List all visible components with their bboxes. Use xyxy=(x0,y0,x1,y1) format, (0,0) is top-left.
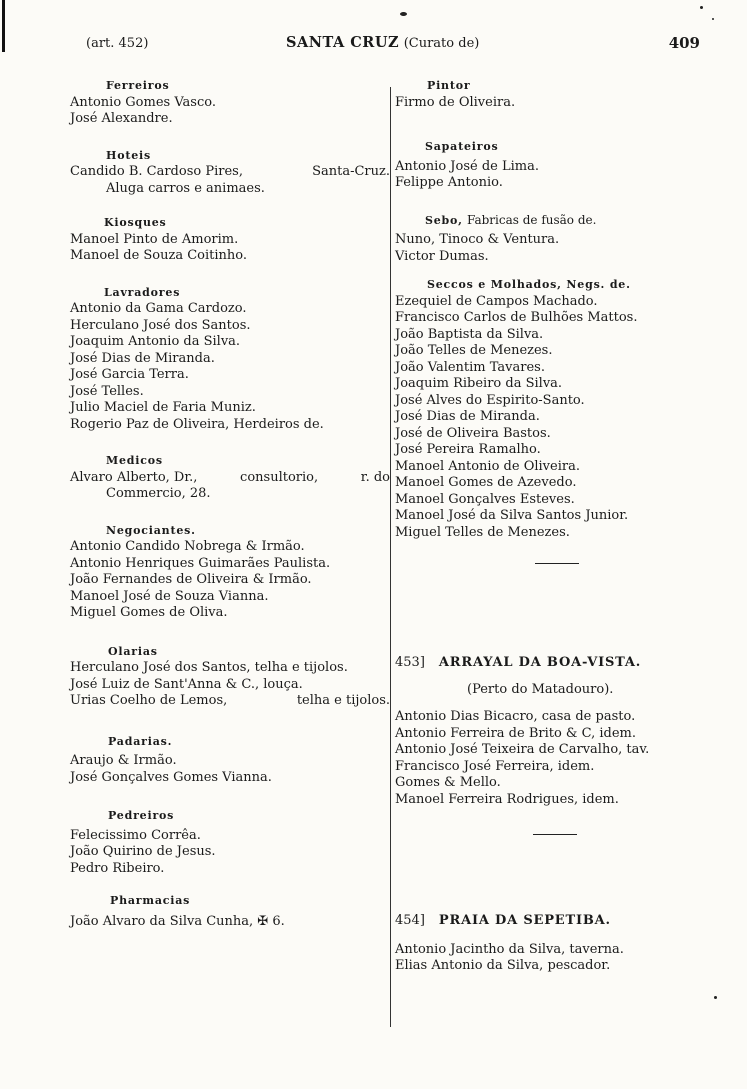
ink-speck xyxy=(714,996,717,999)
list-item: Manoel de Souza Coitinho. xyxy=(70,248,248,263)
list-item: José Pereira Ramalho. xyxy=(395,442,541,457)
section-453-title xyxy=(395,655,715,672)
section-name: ARRAYAL DA BOA-VISTA. xyxy=(438,655,642,670)
section-divider xyxy=(533,834,577,835)
entry-text: Santa-Cruz. xyxy=(312,164,390,179)
list-item: Francisco José Ferreira, idem. xyxy=(395,758,595,774)
list-item: João Telles de Menezes. xyxy=(395,343,553,358)
page-header xyxy=(86,34,700,56)
entry-text: telha e tijolos. xyxy=(296,693,390,708)
list-item: Antonio José Teixeira de Carvalho, tav. xyxy=(395,742,650,757)
column-divider xyxy=(390,87,391,1027)
page-title xyxy=(286,34,479,51)
list-item: José Telles. xyxy=(70,383,144,399)
list-item: Antonio José de Lima. xyxy=(395,158,539,174)
entry-text: r. do xyxy=(360,469,390,485)
list-item-continuation: Commercio, 28. xyxy=(106,486,211,501)
heading-medicos: Medicos xyxy=(106,454,163,467)
heading-sapateiros: Sapateiros xyxy=(425,140,499,153)
title-place: SANTA CRUZ xyxy=(286,34,400,51)
list-item: Felippe Antonio. xyxy=(395,175,503,190)
list-item: José Dias de Miranda. xyxy=(395,409,540,424)
ink-speck xyxy=(400,12,407,16)
heading-ferreiros: Ferreiros xyxy=(106,79,170,92)
heading-sebo-rest: Fabricas de fusão de. xyxy=(466,212,597,227)
heading-sebo-main: Sebo, xyxy=(425,213,463,227)
list-item: Manoel Gonçalves Esteves. xyxy=(395,491,575,507)
list-item: Manoel Pinto de Amorim. xyxy=(70,231,239,247)
heading-padarias: Padarias. xyxy=(108,734,173,748)
heading-seccos: Seccos e Molhados, Negs. de. xyxy=(427,278,631,291)
section-divider xyxy=(535,563,579,564)
entry-text: Alvaro Alberto, Dr., xyxy=(70,469,198,485)
list-item: Pedro Ribeiro. xyxy=(70,860,165,876)
list-item: Antonio Dias Bicacro, casa de pasto. xyxy=(395,709,636,724)
list-item: José Dias de Miranda. xyxy=(70,350,215,366)
list-item: Felecissimo Corrêa. xyxy=(70,827,201,843)
list-item xyxy=(70,693,390,710)
article-ref: (art. 452) xyxy=(86,36,149,51)
list-item: Elias Antonio da Silva, pescador. xyxy=(395,958,611,973)
list-item: Manoel Ferreira Rodrigues, idem. xyxy=(395,791,619,807)
list-item: José de Oliveira Bastos. xyxy=(395,425,551,441)
list-item: Manoel José de Souza Vianna. xyxy=(70,588,269,604)
list-item: Victor Dumas. xyxy=(395,248,489,264)
heading-hoteis: Hoteis xyxy=(106,148,151,162)
heading-pintor: Pintor xyxy=(427,79,471,92)
list-item: Antonio Henriques Guimarães Paulista. xyxy=(70,555,331,571)
entry-text: Candido B. Cardoso Pires, xyxy=(70,164,243,179)
list-item: Antonio Gomes Vasco. xyxy=(70,94,216,110)
list-item: João Baptista da Silva. xyxy=(395,326,544,342)
heading-pharmacias: Pharmacias xyxy=(110,894,191,907)
list-item: João Alvaro da Silva Cunha, ✠ 6. xyxy=(70,913,285,929)
list-item: Francisco Carlos de Bulhões Mattos. xyxy=(395,310,638,325)
list-item: José Luiz de Sant'Anna & C., louça. xyxy=(70,676,303,692)
heading-lavradores: Lavradores xyxy=(104,285,181,299)
list-item: José Alexandre. xyxy=(70,111,173,126)
list-item-continuation: Aluga carros e animaes. xyxy=(106,180,265,196)
list-item: Manoel Antonio de Oliveira. xyxy=(395,458,580,474)
list-item: Manoel Gomes de Azevedo. xyxy=(395,475,577,490)
list-item: Miguel Telles de Menezes. xyxy=(395,524,570,540)
list-item xyxy=(70,470,390,487)
heading-negociantes: Negociantes. xyxy=(106,523,196,537)
list-item: Antonio da Gama Cardozo. xyxy=(70,301,247,316)
list-item: Antonio Jacintho da Silva, taverna. xyxy=(395,941,624,957)
list-item: Manoel José da Silva Santos Junior. xyxy=(395,508,629,523)
list-item: Ezequiel de Campos Machado. xyxy=(395,293,598,309)
list-item: José Garcia Terra. xyxy=(70,367,189,382)
right-column xyxy=(395,78,715,975)
list-item: Herculano José dos Santos. xyxy=(70,317,251,333)
list-item: Joaquim Antonio da Silva. xyxy=(70,334,241,349)
heading-olarias: Olarias xyxy=(108,644,158,658)
list-item: Firmo de Oliveira. xyxy=(395,94,516,110)
entry-text: Urias Coelho de Lemos, xyxy=(70,693,228,708)
list-item: João Valentim Tavares. xyxy=(395,359,545,375)
list-item: João Quirino de Jesus. xyxy=(70,844,216,859)
heading-pedreiros: Pedreiros xyxy=(108,809,175,822)
list-item: Herculano José dos Santos, telha e tijolos. xyxy=(70,660,348,675)
list-item: José Alves do Espirito-Santo. xyxy=(395,392,585,408)
section-number: 453] xyxy=(395,655,425,670)
entry-text: consultorio, xyxy=(240,469,319,485)
list-item: Julio Maciel de Faria Muniz. xyxy=(70,400,256,415)
section-note: (Perto do Matadouro). xyxy=(467,681,614,697)
list-item: Rogerio Paz de Oliveira, Herdeiros de. xyxy=(70,416,324,432)
list-item: Miguel Gomes de Oliva. xyxy=(70,605,228,620)
page-number: 409 xyxy=(668,34,700,52)
list-item: João Fernandes de Oliveira & Irmão. xyxy=(70,572,312,587)
list-item: José Gonçalves Gomes Vianna. xyxy=(70,769,272,785)
list-item xyxy=(70,164,390,181)
list-item: Araujo & Irmão. xyxy=(70,753,177,768)
list-item: Joaquim Ribeiro da Silva. xyxy=(395,376,563,391)
list-item: Gomes & Mello. xyxy=(395,775,501,790)
page-edge-mark xyxy=(2,0,5,52)
title-sub: (Curato de) xyxy=(403,36,480,51)
list-item: Nuno, Tinoco & Ventura. xyxy=(395,232,560,247)
list-item: Antonio Ferreira de Brito & C, idem. xyxy=(395,725,637,741)
ink-speck xyxy=(700,6,703,9)
section-number: 454] xyxy=(395,913,425,928)
list-item: Antonio Candido Nobrega & Irmão. xyxy=(70,539,305,554)
section-name: PRAIA DA SEPETIBA. xyxy=(438,913,611,928)
heading-sebo xyxy=(425,212,715,230)
left-column xyxy=(70,78,390,930)
section-454-title xyxy=(395,913,715,930)
ink-speck xyxy=(712,18,714,20)
heading-kiosques: Kiosques xyxy=(104,216,167,229)
